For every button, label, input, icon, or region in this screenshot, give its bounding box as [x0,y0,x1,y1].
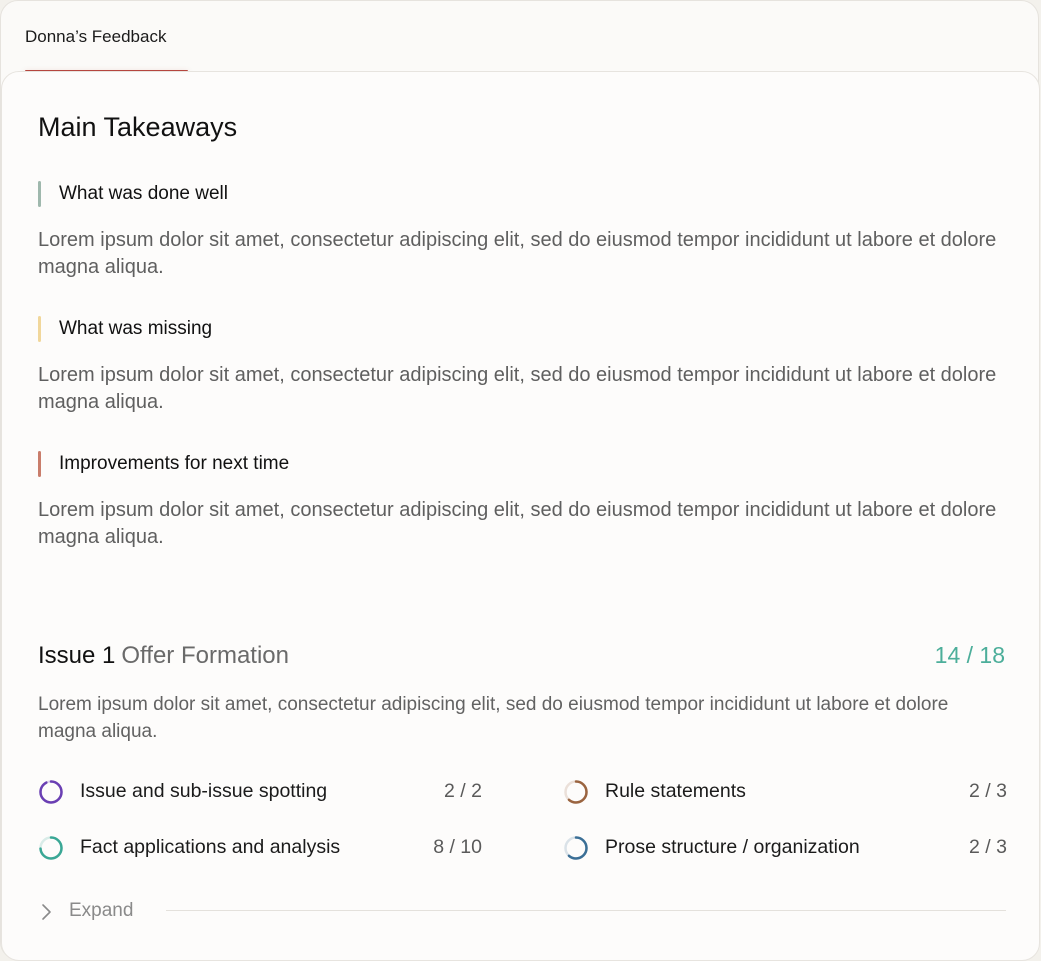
issue-label: Issue 1 [38,642,116,669]
feedback-panel [1,71,1040,961]
criterion-issue-spotting [38,777,482,807]
criterion-score: 2 / 3 [969,836,1007,858]
criterion-rule-statements [563,777,1007,807]
issue-score: 14 / 18 [934,642,1005,668]
criterion-score: 8 / 10 [433,836,482,858]
criterion-label: Prose structure / organization [605,836,860,858]
progress-ring-icon [563,779,589,805]
page-title: Main Takeaways [38,112,238,142]
progress-ring-icon [38,835,64,861]
chevron-right-icon [38,902,54,922]
criterion-fact-applications [38,833,482,863]
progress-ring-icon [563,835,589,861]
section-heading-text: What was done well [59,183,228,204]
section-accent-bar [38,451,41,477]
criterion-score: 2 / 3 [969,780,1007,802]
issue-title [38,642,289,670]
section-accent-bar [38,316,41,342]
section-heading-improvements [38,451,289,477]
issue-subtitle: Offer Formation [121,642,290,669]
section-heading-missing [38,316,212,342]
progress-ring-icon [38,779,64,805]
criterion-label: Rule statements [605,780,746,802]
divider [166,910,1006,911]
section-body-improvements: Lorem ipsum dolor sit amet, consectetur adipiscing elit, sed do eiusmod tempor incididunt ut labore et dolore magna aliqua. [38,499,997,548]
issue-description: Lorem ipsum dolor sit amet, consectetur adipiscing elit, sed do eiusmod tempor incididunt ut labore et dolore magna aliqua. [38,694,949,742]
section-heading-text: What was missing [59,318,213,339]
criterion-label: Fact applications and analysis [80,836,341,858]
criterion-prose-structure [563,833,1007,863]
criterion-score: 2 / 2 [444,780,482,802]
section-accent-bar [38,181,41,207]
section-body-missing: Lorem ipsum dolor sit amet, consectetur adipiscing elit, sed do eiusmod tempor incididunt ut labore et dolore magna aliqua. [38,364,997,413]
section-heading-done-well [38,181,228,207]
section-body-done-well: Lorem ipsum dolor sit amet, consectetur adipiscing elit, sed do eiusmod tempor incididunt ut labore et dolore magna aliqua. [38,229,997,278]
expand-label: Expand [69,900,134,921]
section-heading-text: Improvements for next time [59,453,290,474]
criterion-label: Issue and sub-issue spotting [80,780,328,802]
tab-donnas-feedback[interactable]: Donna’s Feedback [25,27,167,46]
